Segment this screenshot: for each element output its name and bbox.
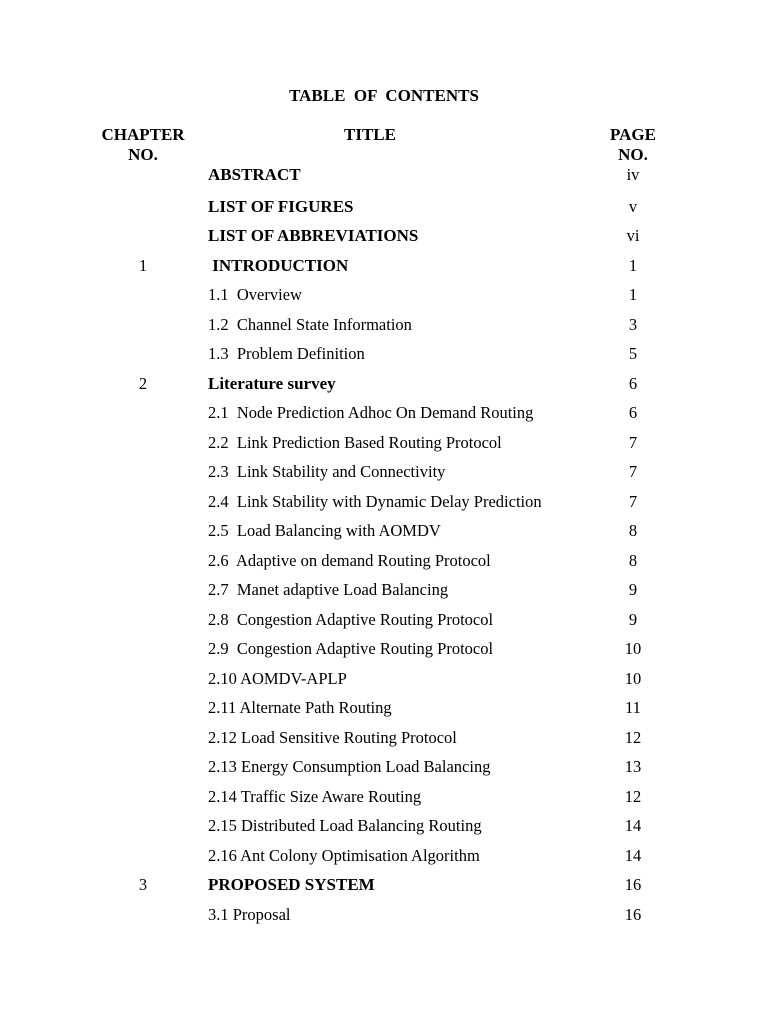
contents-row xyxy=(0,665,768,695)
chapter-header-line-1: CHAPTER xyxy=(101,125,185,144)
entry-title: 2.13 Energy Consumption Load Balancing xyxy=(208,757,491,776)
page-number: vi xyxy=(626,226,640,245)
page-number: 6 xyxy=(628,403,638,422)
contents-row xyxy=(0,163,768,193)
entry-title: 1.3 Problem Definition xyxy=(208,344,365,363)
contents-row xyxy=(0,281,768,311)
page-number: 3 xyxy=(628,314,638,334)
entry-title: Literature survey xyxy=(208,373,336,393)
page-number: 7 xyxy=(628,491,638,511)
entry-title: 2.9 Congestion Adaptive Routing Protocol xyxy=(208,639,494,658)
page-number: 7 xyxy=(628,432,638,452)
page-number: 14 xyxy=(624,845,642,865)
entry-title: 2.16 Ant Colony Optimisation Algorithm xyxy=(208,845,480,865)
entry-title: 2.6 Adaptive on demand Routing Protocol xyxy=(208,550,491,570)
chapter-header-line-2: NO. xyxy=(128,145,158,164)
page-number: 1 xyxy=(628,255,638,275)
contents-row xyxy=(0,606,768,636)
entry-title: 2.2 Link Prediction Based Routing Protocol xyxy=(208,432,502,452)
entry-title: 3.1 Proposal xyxy=(208,904,291,924)
contents-row xyxy=(0,311,768,341)
contents-row xyxy=(0,370,768,400)
page-column-header xyxy=(593,125,673,165)
page-number: 10 xyxy=(624,668,642,688)
entry-title: 2.1 Node Prediction Adhoc On Demand Routing xyxy=(208,403,534,422)
contents-row xyxy=(0,399,768,429)
chapter-number: 1 xyxy=(138,255,148,275)
entry-title: 2.4 Link Stability with Dynamic Delay Prediction xyxy=(208,491,542,511)
chapter-number: 3 xyxy=(138,875,148,894)
page-number: 13 xyxy=(624,757,642,776)
page-header-line-2: NO. xyxy=(618,145,648,164)
page-number: 11 xyxy=(625,698,641,717)
page-number: 14 xyxy=(624,816,642,835)
contents-row xyxy=(0,753,768,783)
page-number: 9 xyxy=(628,580,638,599)
page-number: iv xyxy=(626,165,640,184)
page-number: 10 xyxy=(624,639,642,658)
page-number: 12 xyxy=(624,727,642,747)
page-number: 9 xyxy=(628,609,638,629)
contents-row xyxy=(0,458,768,488)
page-number: 6 xyxy=(628,373,638,393)
entry-title: PROPOSED SYSTEM xyxy=(208,875,375,894)
contents-row xyxy=(0,635,768,665)
entry-title: 1.1 Overview xyxy=(208,285,302,304)
contents-row xyxy=(0,842,768,872)
contents-row xyxy=(0,724,768,754)
entry-title: ABSTRACT xyxy=(208,165,301,184)
entry-title: LIST OF FIGURES xyxy=(208,196,354,216)
contents-row xyxy=(0,429,768,459)
page-number: 12 xyxy=(624,786,642,806)
page-number: 8 xyxy=(628,550,638,570)
page-header-line-1: PAGE xyxy=(610,125,656,144)
contents-row xyxy=(0,576,768,606)
entry-title: 2.15 Distributed Load Balancing Routing xyxy=(208,816,482,835)
chapter-column-header xyxy=(83,125,203,165)
entry-title: 2.5 Load Balancing with AOMDV xyxy=(208,521,441,540)
page-number: v xyxy=(628,196,638,216)
entry-title: 1.2 Channel State Information xyxy=(208,314,412,334)
contents-row xyxy=(0,783,768,813)
entry-title: 2.8 Congestion Adaptive Routing Protocol xyxy=(208,609,494,629)
contents-row xyxy=(0,901,768,931)
title-column-header: TITLE xyxy=(344,125,396,144)
entry-title: INTRODUCTION xyxy=(208,255,349,275)
entry-title: 2.11 Alternate Path Routing xyxy=(208,698,392,717)
contents-row xyxy=(0,252,768,282)
entry-title: 2.12 Load Sensitive Routing Protocol xyxy=(208,727,457,747)
contents-row xyxy=(0,222,768,252)
page-number: 5 xyxy=(628,344,638,363)
entry-title: 2.14 Traffic Size Aware Routing xyxy=(208,786,422,806)
page-number: 16 xyxy=(624,904,642,924)
contents-row xyxy=(0,193,768,223)
contents-row xyxy=(0,812,768,842)
page-title: TABLE OF CONTENTS xyxy=(289,86,479,105)
contents-list xyxy=(0,163,768,930)
chapter-number: 2 xyxy=(138,373,148,393)
contents-row xyxy=(0,871,768,901)
contents-row xyxy=(0,694,768,724)
contents-row xyxy=(0,517,768,547)
page-number: 7 xyxy=(628,462,638,481)
page-number: 8 xyxy=(628,521,638,540)
page-number: 1 xyxy=(628,285,638,304)
entry-title: 2.3 Link Stability and Connectivity xyxy=(208,462,446,481)
entry-title: 2.7 Manet adaptive Load Balancing xyxy=(208,580,449,599)
contents-row xyxy=(0,547,768,577)
page-number: 16 xyxy=(624,875,642,894)
contents-row xyxy=(0,340,768,370)
contents-row xyxy=(0,488,768,518)
entry-title: LIST OF ABBREVIATIONS xyxy=(208,226,419,245)
entry-title: 2.10 AOMDV-APLP xyxy=(208,668,347,688)
